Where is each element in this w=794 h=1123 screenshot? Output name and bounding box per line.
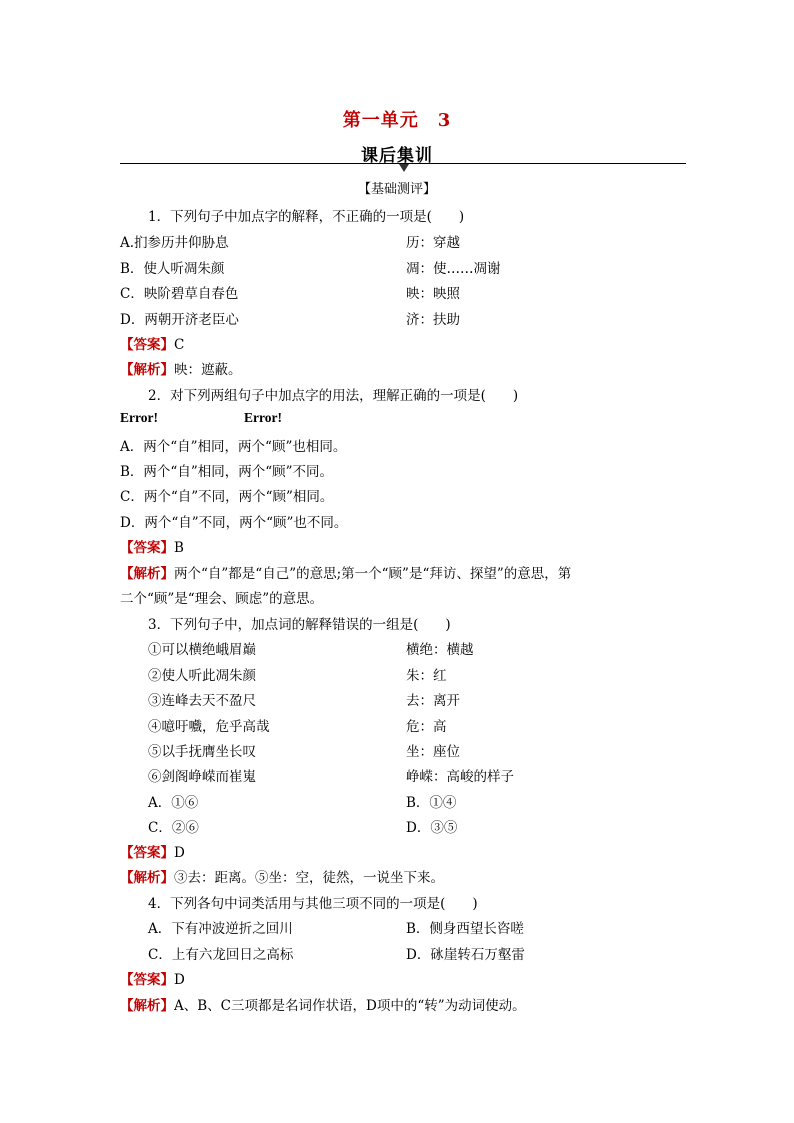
- q4-choice-c: C．上有六龙回日之高标: [148, 947, 294, 963]
- question-3-stem: 3．下列句子中，加点词的解释错误的一组是( ): [148, 617, 451, 633]
- q3-choice-d: D．③⑤: [406, 820, 458, 836]
- page-subtitle: 课后集训: [361, 146, 433, 166]
- answer-tag: 【答案】: [120, 540, 174, 556]
- analysis-text: 两个“自”都是“自己”的意思;第一个“顾”是“拜访、探望”的意思，第: [174, 566, 572, 582]
- analysis-text: ③去：距离。⑤坐：空，徒然，一说坐下来。: [174, 870, 444, 886]
- q3-item-4-explain: 危：高: [406, 719, 447, 735]
- question-1-stem: 1．下列句子中加点字的解释，不正确的一项是( ): [148, 209, 465, 225]
- q3-answer: [120, 841, 185, 861]
- analysis-tag: 【解析】: [120, 998, 174, 1014]
- answer-value: C: [174, 337, 185, 353]
- q2-analysis-cont: 二个“顾”是“理会、顾虑”的意思。: [120, 591, 324, 607]
- analysis-tag: 【解析】: [120, 566, 174, 582]
- q1-option-d: D．两朝开济老臣心: [120, 312, 239, 328]
- down-arrow-icon: [399, 164, 409, 172]
- q3-item-4: ④噫吁嚱，危乎高哉: [148, 719, 270, 735]
- q2-error-1: Error!: [120, 410, 158, 425]
- q1-option-a: A.扪参历井仰胁息: [120, 235, 229, 251]
- answer-value: D: [174, 972, 185, 988]
- answer-tag: 【答案】: [120, 972, 174, 988]
- q2-option-a: A．两个“自”相同，两个“顾”也相同。: [120, 439, 347, 455]
- q3-item-6: ⑥剑阁峥嵘而崔嵬: [148, 769, 256, 785]
- q3-item-3-explain: 去：离开: [406, 693, 460, 709]
- q4-choice-b: B．侧身西望长咨嗟: [406, 921, 524, 937]
- analysis-text: 映：遮蔽。: [174, 362, 242, 378]
- analysis-tag: 【解析】: [120, 870, 174, 886]
- q4-choice-d: D．砯崖转石万壑雷: [406, 947, 525, 963]
- q3-item-3: ③连峰去天不盈尺: [148, 693, 256, 709]
- question-2-stem: 2．对下列两组句子中加点字的用法，理解正确的一项是( ): [148, 388, 519, 404]
- answer-tag: 【答案】: [120, 845, 174, 861]
- q2-option-b: B．两个“自”相同，两个“顾”不同。: [120, 464, 334, 480]
- answer-tag: 【答案】: [120, 337, 174, 353]
- q3-item-2-explain: 朱：红: [406, 668, 447, 684]
- q3-item-1: ①可以横绝峨眉巅: [148, 642, 256, 658]
- q3-choice-b: B．①④: [406, 795, 457, 811]
- q3-item-6-explain: 峥嵘：高峻的样子: [406, 769, 514, 785]
- q1-option-c-explain: 映：映照: [406, 286, 460, 302]
- q2-option-d: D．两个“自”不同，两个“顾”也不同。: [120, 515, 348, 531]
- q3-choice-c: C．②⑥: [148, 820, 199, 836]
- q1-option-a-explain: 历：穿越: [406, 235, 460, 251]
- q3-item-5-explain: 坐：座位: [406, 744, 460, 760]
- page-title: 第一单元 3: [342, 110, 452, 131]
- answer-value: B: [174, 540, 184, 556]
- analysis-tag: 【解析】: [120, 362, 174, 378]
- q2-option-c: C．两个“自”不同，两个“顾”相同。: [120, 489, 334, 505]
- q2-error-2: Error!: [244, 410, 282, 425]
- q1-option-c: C．映阶碧草自春色: [120, 286, 239, 302]
- q4-choice-a: A．下有冲波逆折之回川: [148, 921, 293, 937]
- q3-item-5: ⑤以手抚膺坐长叹: [148, 744, 256, 760]
- q1-answer: [120, 333, 184, 353]
- q1-option-d-explain: 济：扶助: [406, 312, 460, 328]
- question-4-stem: 4．下列各句中词类活用与其他三项不同的一项是( ): [148, 896, 478, 912]
- q2-answer: [120, 536, 184, 556]
- q1-option-b: B．使人听凋朱颜: [120, 261, 225, 277]
- answer-value: D: [174, 845, 185, 861]
- q3-item-2: ②使人听此凋朱颜: [148, 668, 256, 684]
- q4-analysis: [120, 994, 526, 1014]
- section-heading: 【基础测评】: [357, 182, 436, 197]
- q3-analysis: [120, 866, 444, 886]
- q3-choice-a: A．①⑥: [148, 795, 199, 811]
- q3-item-1-explain: 横绝：横越: [406, 642, 474, 658]
- q4-answer: [120, 968, 185, 988]
- q1-analysis: [120, 358, 242, 378]
- analysis-text: A、B、C三项都是名词作状语，D项中的“转”为动词使动。: [174, 998, 526, 1014]
- q1-option-b-explain: 凋：使……凋谢: [406, 261, 501, 277]
- q2-analysis: [120, 562, 571, 582]
